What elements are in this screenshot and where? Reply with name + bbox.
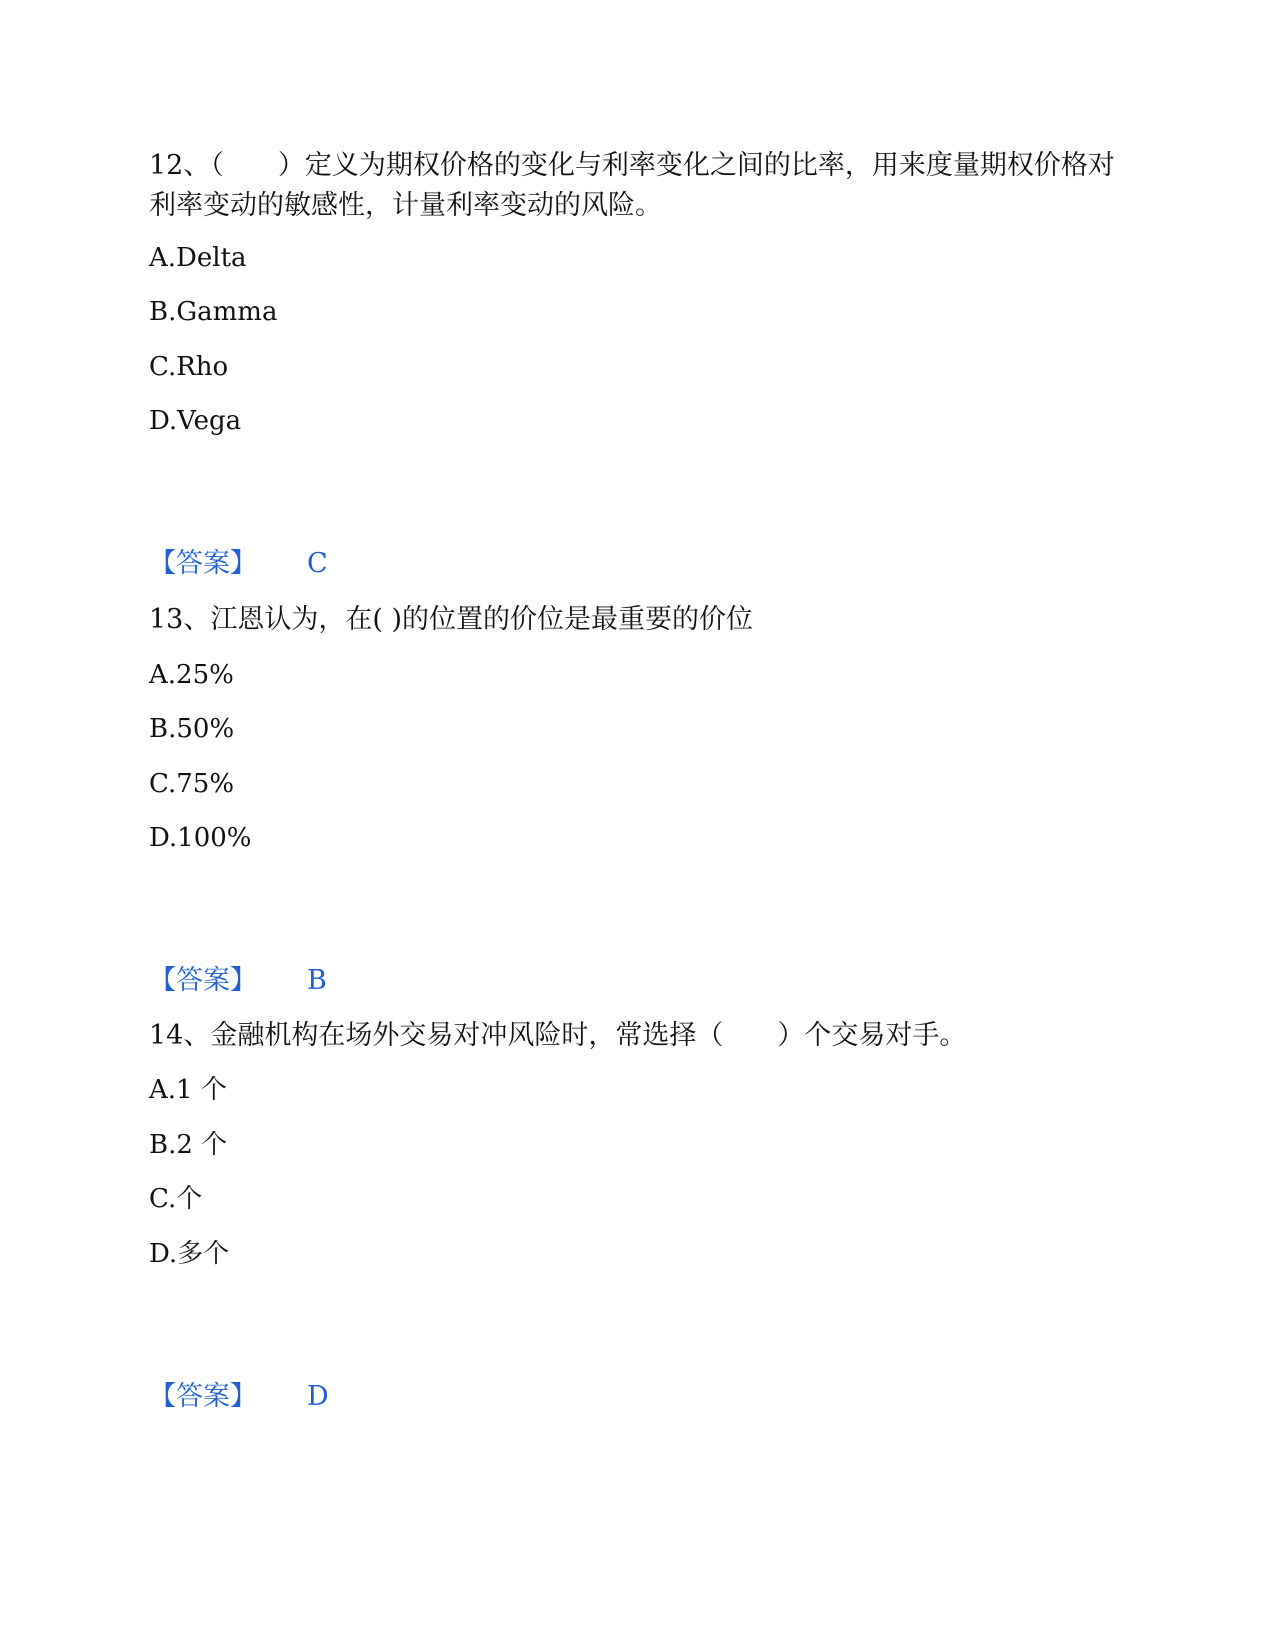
- answer-value: C: [307, 548, 328, 579]
- question-13-option-a: A.25%: [149, 660, 234, 690]
- question-13-answer: [149, 961, 327, 1001]
- question-14-option-c: C.个: [149, 1184, 203, 1214]
- answer-label: 【答案】: [149, 965, 257, 996]
- question-12-answer: [149, 544, 328, 584]
- question-14-option-d: D.多个: [149, 1239, 230, 1269]
- answer-label: 【答案】: [149, 1381, 257, 1412]
- question-13-stem: 13、江恩认为，在( )的位置的价位是最重要的价位: [149, 604, 754, 635]
- question-12-option-c: C.Rho: [149, 352, 229, 382]
- question-13-option-d: D.100%: [149, 823, 252, 853]
- question-14-option-a: A.1 个: [149, 1075, 227, 1105]
- question-14-stem: 14、金融机构在场外交易对冲风险时，常选择（ ）个交易对手。: [149, 1020, 967, 1051]
- question-14-answer: [149, 1377, 329, 1417]
- answer-value: B: [307, 965, 327, 996]
- answer-label: 【答案】: [149, 548, 257, 579]
- answer-value: D: [307, 1381, 329, 1412]
- question-12-option-b: B.Gamma: [149, 297, 278, 327]
- question-13-option-b: B.50%: [149, 714, 235, 744]
- question-14-option-b: B.2 个: [149, 1130, 228, 1160]
- question-12-stem: 12、（ ）定义为期权价格的变化与利率变化之间的比率，用来度量期权价格对利率变动的敏感性，计量利率变动的风险。: [149, 150, 1115, 221]
- question-12-option-a: A.Delta: [149, 243, 247, 273]
- question-12-option-d: D.Vega: [149, 406, 242, 436]
- question-13-option-c: C.75%: [149, 769, 235, 799]
